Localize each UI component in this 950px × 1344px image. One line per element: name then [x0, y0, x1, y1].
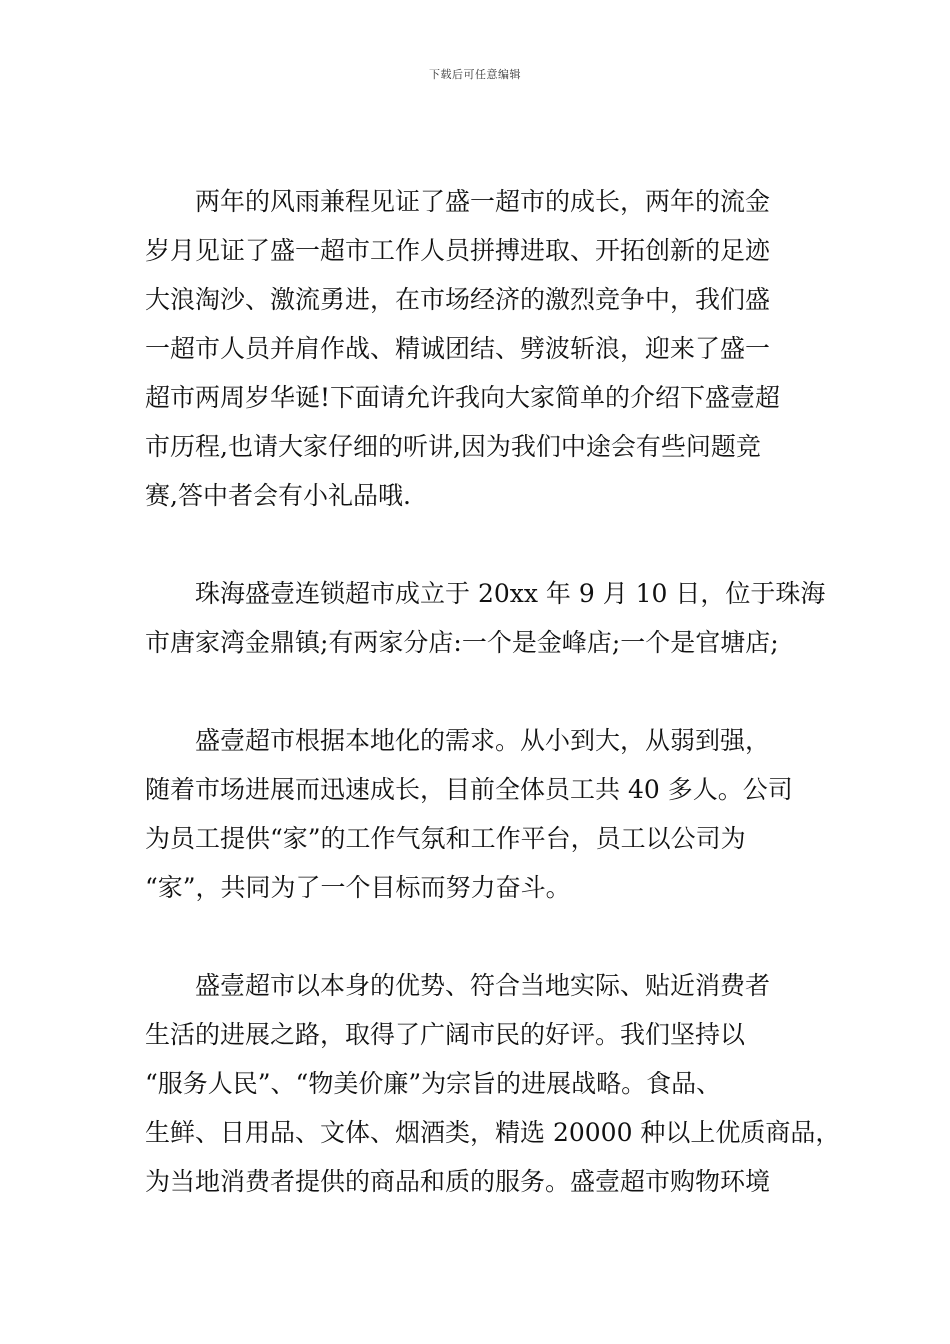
text-line: 盛壹超市以本身的优势、符合当地实际、贴近消费者 — [195, 971, 771, 1000]
paragraph-founding — [145, 569, 826, 667]
text-line: 市唐家湾金鼎镇;有两家分店:一个是金峰店;一个是官塘店; — [145, 628, 779, 657]
text-line: 岁月见证了盛一超市工作人员拼搏进取、开拓创新的足迹 — [145, 236, 771, 265]
text-line: 生活的进展之路，取得了广阔市民的好评。我们坚持以 — [145, 1020, 746, 1049]
text-line: 超市两周岁华诞!下面请允许我向大家简单的介绍下盛壹超 — [145, 383, 781, 412]
text-line: 两年的风雨兼程见证了盛一超市的成长，两年的流金 — [195, 187, 771, 216]
paragraph-anniversary — [145, 177, 810, 520]
paragraph-growth — [145, 716, 810, 912]
text-line: “家”，共同为了一个目标而努力奋斗。 — [145, 873, 571, 902]
text-line: 为当地消费者提供的商品和质的服务。盛壹超市购物环境 — [145, 1167, 771, 1196]
text-line: 大浪淘沙、激流勇进，在市场经济的激烈竞争中，我们盛 — [145, 285, 771, 314]
text-line: 盛壹超市根据本地化的需求。从小到大，从弱到强， — [195, 726, 771, 755]
text-line: 一超市人员并肩作战、精诚团结、劈波斩浪，迎来了盛一 — [145, 334, 771, 363]
text-line: 随着市场进展而迅速成长，目前全体员工共 40 多人。公司 — [145, 775, 793, 804]
text-line: 为员工提供“家”的工作气氛和工作平台，员工以公司为 — [145, 824, 746, 853]
paragraph-strategy — [145, 961, 841, 1206]
header-note: 下载后可任意编辑 — [429, 68, 521, 81]
document-body — [145, 177, 841, 1206]
text-line: 生鲜、日用品、文体、烟酒类，精选 20000 种以上优质商品， — [145, 1118, 841, 1147]
text-line: 市历程,也请大家仔细的听讲,因为我们中途会有些问题竞 — [145, 432, 761, 461]
text-line: “服务人民”、“物美价廉”为宗旨的进展战略。食品、 — [145, 1069, 722, 1098]
text-line: 珠海盛壹连锁超市成立于 20xx 年 9 月 10 日，位于珠海 — [195, 579, 826, 608]
text-line: 赛,答中者会有小礼品哦. — [145, 481, 411, 510]
